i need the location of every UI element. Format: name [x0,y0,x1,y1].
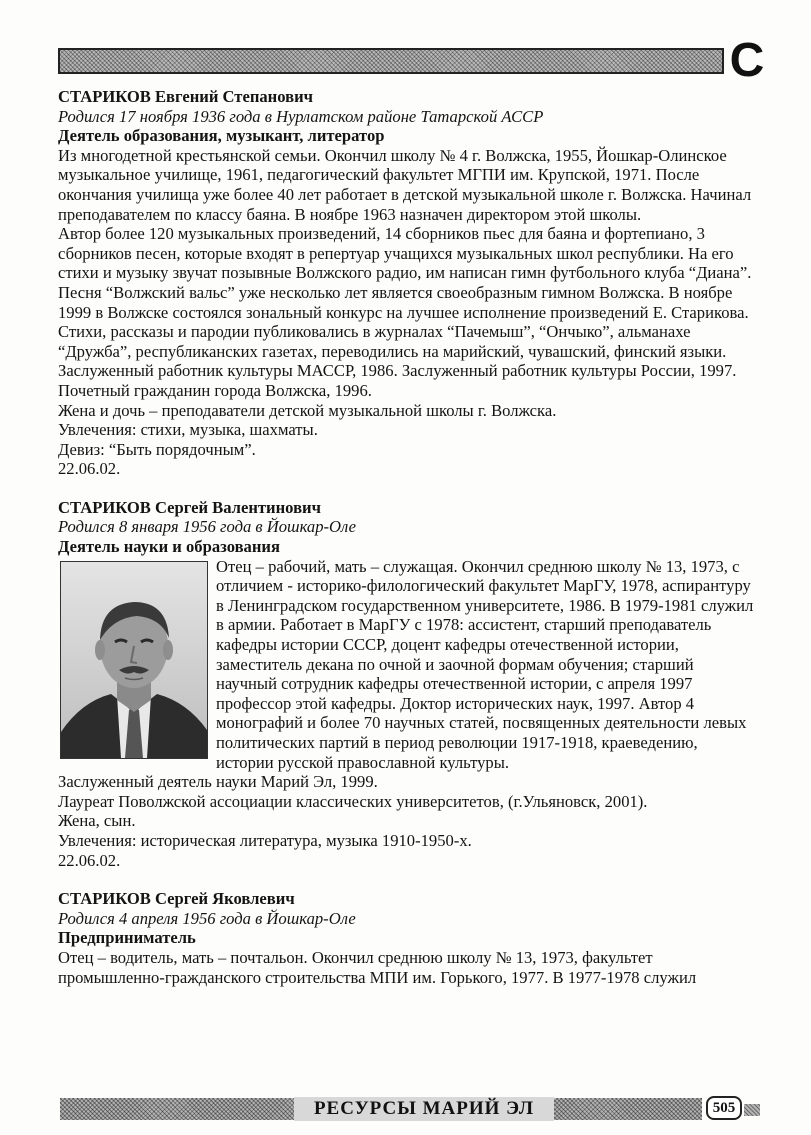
person-name: СТАРИКОВ Сергей Валентинович [58,497,321,517]
profession: Предприниматель [58,928,196,948]
footer-band-tail [744,1104,760,1116]
page-content [58,87,758,1006]
biography-paragraph: Автор более 120 музыкальных произведений, 14 сборников пьес для баяна и фортепиано, 3 сборников песен, которые входят в репертуар учащихся музыкальных школ республики. На его стихи и музыку звучат позывные Волжского радио, им написан гимн футбольного клуба “Диана”. Песня “Волжский вальс” уже несколько лет является своеобразным гимном Волжска. В ноябре 1999 в Волжске состоялся зональный конкурс на лучшее исполнение произведений Е. Старикова. Стихи, рассказы и пародии публиковались в журналах “Пачемыш”, “Ончыко”, альманахе “Дружба”, республиканских газетах, переводились на марийский, чувашский, финский языки. [58,224,752,361]
biography-paragraph: Из многодетной крестьянской семьи. Окончил школу № 4 г. Волжска, 1955, Йошкар-Олинское музыкальное училище, 1961, педагогический факультет МГПИ им. Крупской, 1971. После окончания училища уже более 40 лет работает в детской музыкальной школе г. Волжска. Начинал преподавателем по классу баяна. В ноябре 1963 назначен директором этой школы. [58,145,752,224]
biography-entry [58,889,758,987]
header-decorative-band [58,48,724,74]
birth-info: Родился 8 января 1956 года в Йошкар-Оле [58,517,357,537]
biography-paragraph: Жена, сын. [58,811,136,831]
biography-paragraph: Жена и дочь – преподаватели детской музыкальной школы г. Волжска. [58,400,557,420]
biography-paragraph: Отец – рабочий, мать – служащая. Окончил среднюю школу № 13, 1973, с отличием - историко-филологический факультет МарГУ, 1978, аспирантуру в Ленинградском государственном университете, 1986. В 1979-1981 служил в армии. Работает в МарГУ с 1978: ассистент, старший преподаватель кафедры истории СССР, доцент кафедры отечественной истории, заместитель декана по очной и заочной формам обучения; старший научный сотрудник кафедры отечественной истории, с апреля 1997 профессор этой кафедры. Доктор исторических наук, 1997. Автор 4 монографий и более 70 научных статей, посвященных деятельности левых политических партий в период революции 1917-1918, краеведению, истории русской православной культуры. [216,556,754,772]
biography-paragraph: Отец – водитель, мать – почтальон. Окончил среднюю школу № 13, 1973, факультет промышленно-гражданского строительства МПИ им. Горького, 1977. В 1977-1978 служил [58,947,697,987]
portrait-image [61,562,207,758]
birth-info: Родился 17 ноября 1936 года в Нурлатском районе Татарской АССР [58,106,544,126]
birth-info: Родился 4 апреля 1956 года в Йошкар-Оле [58,908,356,928]
entry-date: 22.06.02. [58,459,121,479]
biography-entry [58,87,758,479]
page-number: 505 [706,1096,742,1120]
person-name: СТАРИКОВ Сергей Яковлевич [58,889,295,909]
biography-paragraph: Увлечения: историческая литература, музыка 1910-1950-х. [58,830,472,850]
biography-paragraph: Увлечения: стихи, музыка, шахматы. [58,420,318,440]
biography-paragraph: Заслуженный деятель науки Марий Эл, 1999. [58,772,378,792]
profession: Деятель образования, музыкант, литератор [58,126,385,146]
biography-paragraph: Почетный гражданин города Волжска, 1996. [58,380,372,400]
portrait-photo [60,561,208,759]
biography-entry [58,498,758,870]
biography-paragraph: Девиз: “Быть порядочным”. [58,439,256,459]
footer-title: РЕСУРСЫ МАРИЙ ЭЛ [294,1097,554,1121]
person-name: СТАРИКОВ Евгений Степанович [58,87,313,106]
profession: Деятель науки и образования [58,537,280,557]
section-letter: С [729,34,765,87]
biography-paragraph: Лауреат Поволжской ассоциации классических университетов, (г.Ульяновск, 2001). [58,791,648,811]
biography-paragraph: Заслуженный работник культуры МАССР, 1986. Заслуженный работник культуры России, 1997. [58,361,737,381]
entry-date: 22.06.02. [58,850,121,870]
